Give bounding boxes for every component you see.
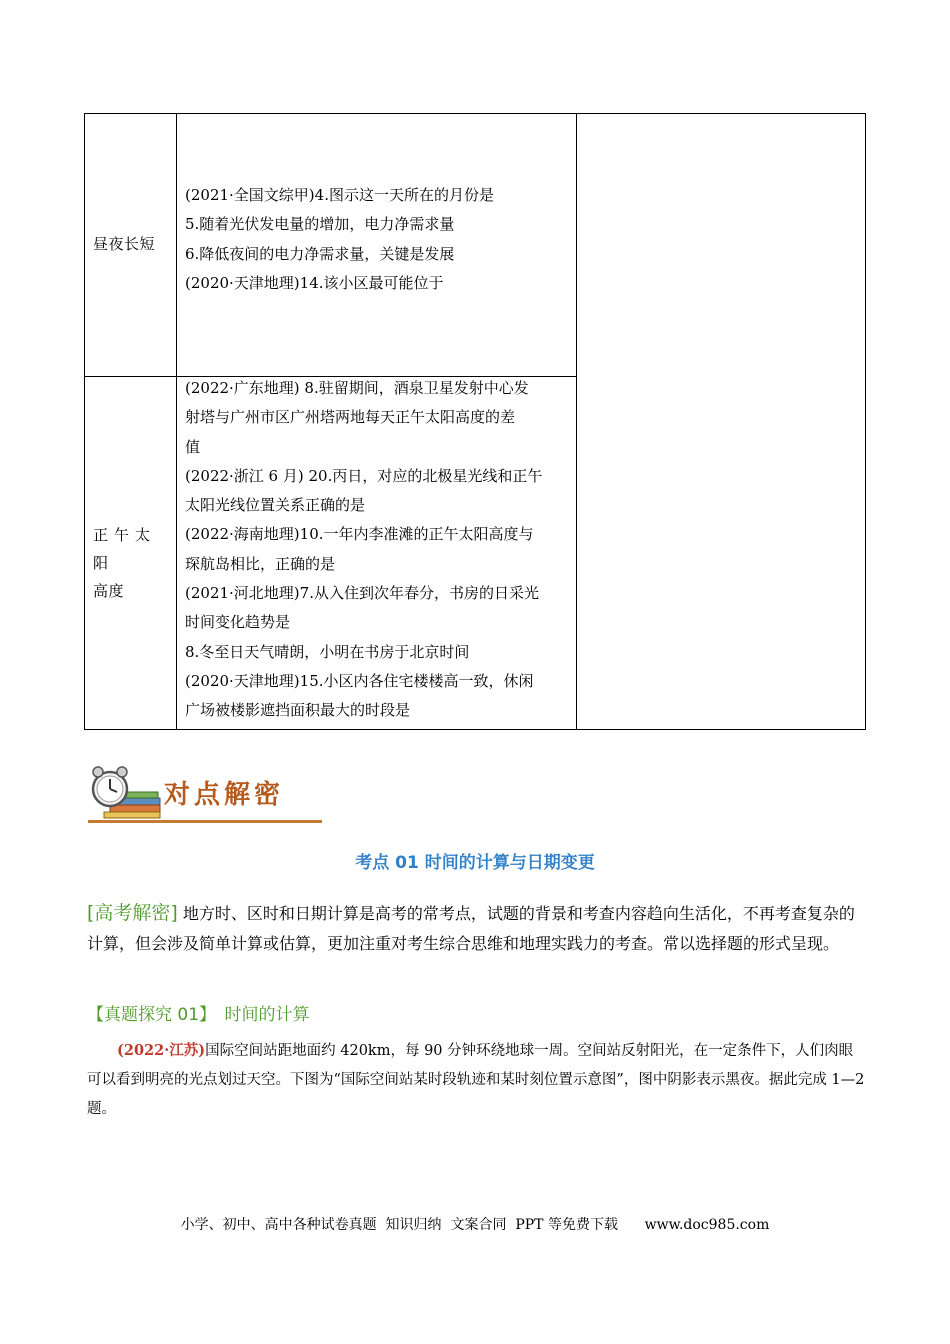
table-item: 广场被楼影遮挡面积最大的时段是 (185, 701, 411, 720)
question-text: 国际空间站距地面约 420km，每 90 分钟环绕地球一周。空间站反射阳光，在一定条件下，人们肉眼可以看到明亮的光点划过天空。下图为“国际空间站某时段轨迹和某时刻位置示意图”，图中阴影表示黑夜。据此完成 1—2 题。 (87, 1043, 865, 1117)
banner-underline (88, 820, 322, 823)
page-footer: 小学、初中、高中各种试卷真题 知识归纳 文案合同 PPT 等免费下载 www.doc985.com (180, 1217, 770, 1233)
knowledge-table (84, 113, 866, 730)
table-item: 6.降低夜间的电力净需求量，关键是发展 (185, 244, 455, 263)
table-item: 琛航岛相比，正确的是 (185, 554, 336, 573)
table-divider (176, 114, 177, 729)
row-items-day-length (185, 181, 573, 298)
question-source: (2022·江苏) (117, 1042, 206, 1059)
table-item: (2020·天津地理)15.小区内各住宅楼楼高一致，休闲 (185, 671, 534, 690)
question-paragraph (87, 1036, 867, 1124)
table-item: 太阳光线位置关系正确的是 (185, 496, 366, 515)
row-category-noon-sun (93, 521, 173, 605)
table-item: 时间变化趋势是 (185, 613, 291, 632)
table-item: (2020·天津地理)14.该小区最可能位于 (185, 273, 444, 292)
sub-heading: 【真题探究 01】 时间的计算 (87, 1005, 310, 1025)
table-item: (2021·河北地理)7.从入住到次年春分，书房的日采光 (185, 584, 539, 603)
row-category-day-length: 昼夜长短 (93, 235, 156, 253)
category-line: 高度 (93, 582, 125, 600)
intro-tag: [高考解密] (87, 902, 178, 924)
table-item: 8.冬至日天气晴朗，小明在书房于北京时间 (185, 642, 470, 661)
category-line: 正午太阳 (93, 526, 157, 572)
row-items-noon-sun (185, 374, 573, 726)
table-item: (2021·全国文综甲)4.图示这一天所在的月份是 (185, 186, 494, 204)
banner-title: 对点解密 (164, 780, 285, 810)
intro-paragraph (87, 898, 867, 959)
table-item: (2022·广东地理) 8.驻留期间，酒泉卫星发射中心发 (185, 379, 529, 397)
intro-text: 地方时、区时和日期计算是高考的常考点，试题的背景和考查内容趋向生活化，不再考查复杂的计算，但会涉及简单计算或估算，更加注重对考生综合思维和地理实践力的考查。常以选择题的形式呈现。 (87, 904, 855, 953)
table-item: (2022·浙江 6 月) 20.丙日，对应的北极星光线和正午 (185, 466, 543, 485)
table-item: (2022·海南地理)10.一年内李准滩的正午太阳高度与 (185, 525, 534, 544)
section-title: 考点 01 时间的计算与日期变更 (355, 853, 595, 873)
table-item: 射塔与广州市区广州塔两地每天正午太阳高度的差 (185, 408, 516, 427)
table-divider (576, 114, 577, 729)
table-item: 值 (185, 437, 201, 456)
table-item: 5.随着光伏发电量的增加，电力净需求量 (185, 215, 455, 234)
clock-books-icon (88, 762, 164, 820)
